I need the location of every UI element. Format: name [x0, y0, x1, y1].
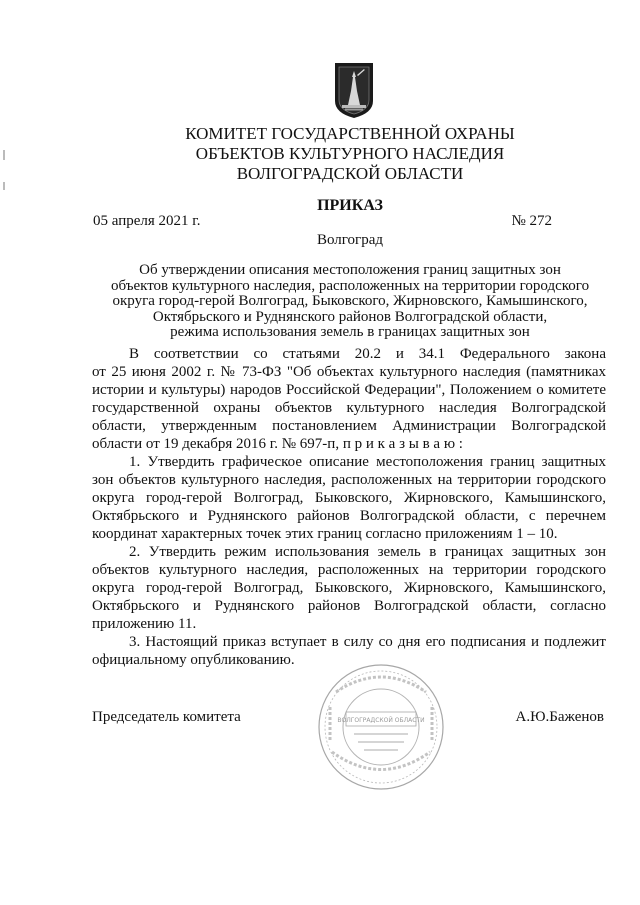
body-line: от 25 июня 2002 г. № 73-ФЗ "Об объектах культурного наследия (памятниках	[92, 364, 606, 380]
document-number: № 272	[511, 213, 552, 229]
clause-2	[92, 543, 606, 633]
body-line: 1. Утвердить графическое описание местоположения границ защитных	[129, 454, 606, 470]
subject-line: Октябрьского и Руднянского районов Волгоградской области,	[152, 308, 548, 325]
body-line: области от 19 декабря 2016 г. № 697-п, п р и к а з ы в а ю :	[92, 436, 463, 452]
subject-line: объектов культурного наследия, расположенных на территории городского	[110, 277, 590, 294]
organization-name	[150, 124, 550, 184]
margin-mark	[3, 150, 5, 160]
body-line: округа город-герой Волгоград, Быковского, Жирновского, Камышинского,	[92, 580, 606, 596]
coat-of-arms-emblem	[333, 61, 375, 119]
document-body	[92, 345, 606, 669]
document-subject	[100, 263, 600, 341]
body-line: истории и культуры) народов Российской Федерации", Положением о комитете	[92, 382, 606, 398]
signatory-position: Председатель комитета	[92, 709, 241, 725]
body-line: государственной охраны объектов культурного наследия Волгоградской	[92, 400, 606, 416]
body-line: В соответствии со статьями 20.2 и 34.1 Федерального закона	[129, 346, 606, 362]
seal-text: ВОЛГОГРАДСКОЙ ОБЛАСТИ	[337, 717, 425, 724]
body-line: 2. Утвердить режим использования земель в границах защитных зон	[129, 544, 606, 560]
signatory-name: А.Ю.Баженов	[515, 709, 604, 725]
document-date: 05 апреля 2021 г.	[93, 213, 201, 229]
body-line: приложению 11.	[92, 616, 197, 632]
subject-line: Об утверждении описания местоположения границ защитных зон	[139, 262, 561, 278]
clause-1	[92, 453, 606, 543]
subject-line: режима использования земель в границах защитных зон	[170, 324, 530, 340]
body-line: официальному опубликованию.	[92, 652, 295, 668]
body-line: Октябрьского и Руднянского районов Волгоградской области, с перечнем	[92, 508, 606, 524]
body-line: 3. Настоящий приказ вступает в силу со дня его подписания и подлежит	[129, 634, 606, 650]
document-type: ПРИКАЗ	[317, 197, 383, 214]
body-line: области, утвержденным постановлением Администрации Волгоградской	[92, 418, 606, 434]
subject-line: округа город-герой Волгоград, Быковского, Жирновского, Камышинского,	[112, 293, 588, 309]
preamble-paragraph	[92, 345, 606, 453]
official-seal-stamp	[316, 662, 446, 792]
body-line: объектов культурного наследия, расположенных на территории городского	[92, 562, 606, 578]
body-line: координат характерных точек этих границ согласно приложениям 1 – 10.	[92, 526, 558, 542]
margin-mark	[3, 182, 5, 190]
org-line: ВОЛГОГРАДСКОЙ ОБЛАСТИ	[236, 164, 464, 183]
body-line: зон объектов культурного наследия, расположенных на территории городского	[92, 472, 606, 488]
org-line: КОМИТЕТ ГОСУДАРСТВЕННОЙ ОХРАНЫ	[185, 124, 515, 143]
org-line: ОБЪЕКТОВ КУЛЬТУРНОГО НАСЛЕДИЯ	[195, 144, 505, 163]
document-city: Волгоград	[316, 232, 383, 248]
body-line: Октябрьского и Руднянского районов Волгоградской области, согласно	[92, 598, 606, 614]
body-line: округа город-герой Волгоград, Быковского, Жирновского, Камышинского,	[92, 490, 606, 506]
